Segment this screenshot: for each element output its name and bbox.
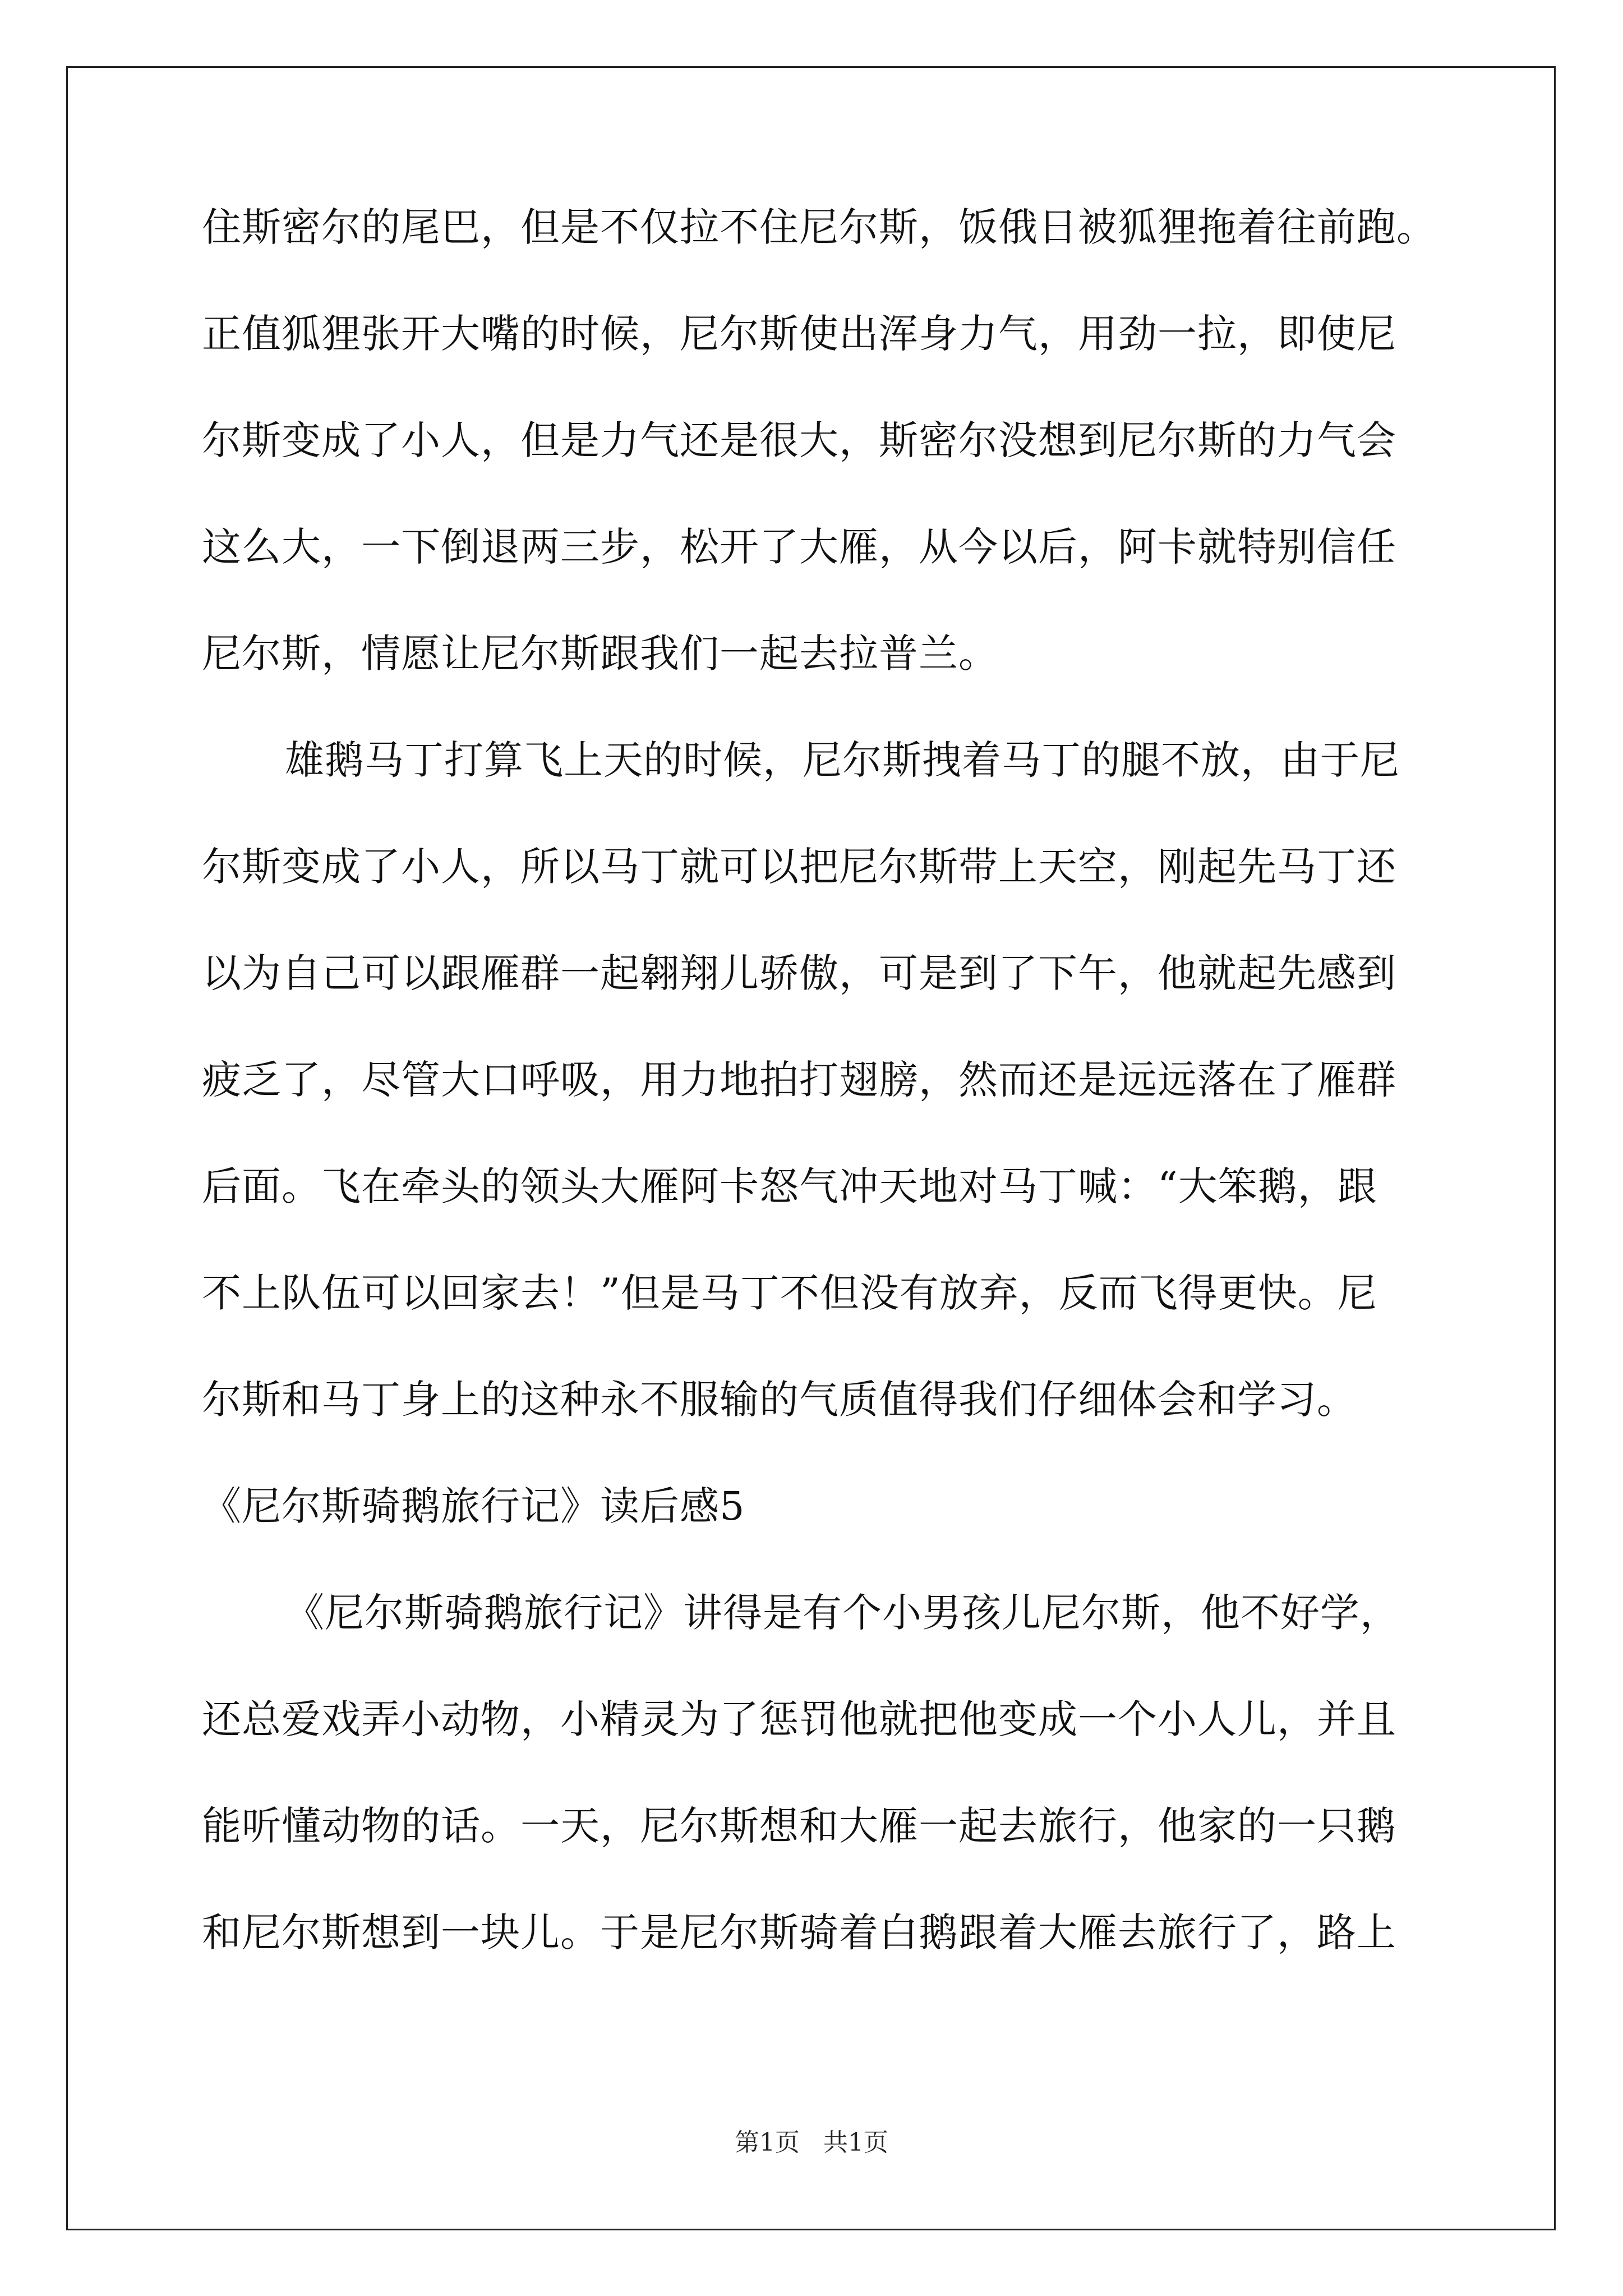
text-line: 尼尔斯，情愿让尼尔斯跟我们一起去拉普兰。 (202, 631, 998, 677)
text-line: 正值狐狸张开大嘴的时候，尼尔斯使出浑身力气，用劲一拉，即使尼 (202, 311, 1396, 357)
text-line: 尔斯变成了小人，所以马丁就可以把尼尔斯带上天空，刚起先马丁还 (202, 844, 1396, 890)
text-line: 尔斯变成了小人，但是力气还是很大，斯密尔没想到尼尔斯的力气会 (202, 417, 1396, 463)
text-line: 疲乏了，尽管大口呼吸，用力地拍打翅膀，然而还是远远落在了雁群 (202, 1057, 1396, 1103)
text-line: 以为自己可以跟雁群一起翱翔儿骄傲，可是到了下午，他就起先感到 (202, 950, 1396, 996)
page-footer: 第1页 共1页 (735, 2128, 888, 2157)
text-line: 这么大，一下倒退两三步，松开了大雁，从今以后，阿卡就特别信任 (202, 524, 1396, 570)
text-line: 尔斯和马丁身上的这种永不服输的气质值得我们仔细体会和学习。 (202, 1377, 1357, 1423)
text-line: 不上队伍可以回家去！”但是马丁不但没有放弃，反而飞得更快。尼 (202, 1270, 1377, 1316)
text-line: 和尼尔斯想到一块儿。于是尼尔斯骑着白鹅跟着大雁去旅行了，路上 (202, 1910, 1396, 1955)
paragraph-start-line: 雄鹅马丁打算飞上天的时候，尼尔斯拽着马丁的腿不放，由于尼 (285, 737, 1400, 783)
text-line: 后面。飞在牵头的领头大雁阿卡怒气冲天地对马丁喊：“大笨鹅，跟 (202, 1163, 1377, 1209)
text-line: 住斯密尔的尾巴，但是不仅拉不住尼尔斯，饭俄日被狐狸拖着往前跑。 (202, 204, 1436, 250)
paragraph-start-line: 《尼尔斯骑鹅旅行记》讲得是有个小男孩儿尼尔斯，他不好学， (285, 1590, 1400, 1636)
text-line: 能听懂动物的话。一天，尼尔斯想和大雁一起去旅行，他家的一只鹅 (202, 1803, 1396, 1849)
text-line: 还总爱戏弄小动物，小精灵为了惩罚他就把他变成一个小人儿，并且 (202, 1696, 1396, 1742)
section-heading: 《尼尔斯骑鹅旅行记》读后感5 (202, 1483, 745, 1529)
